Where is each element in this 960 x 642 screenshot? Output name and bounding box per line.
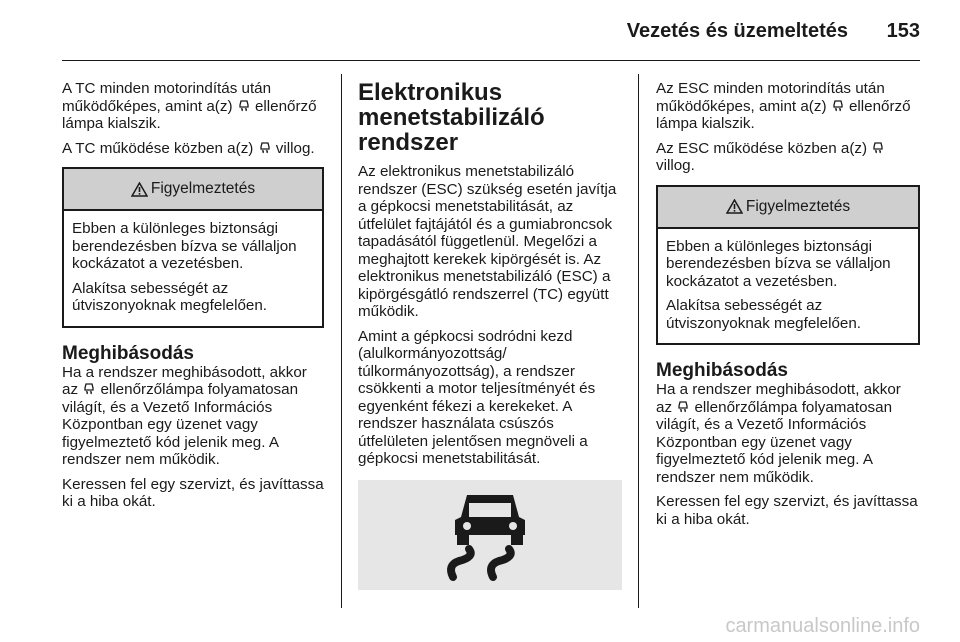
column-2 — [358, 80, 622, 590]
header-rule — [62, 60, 920, 61]
skidding-car-icon — [239, 100, 249, 113]
esc-ready-paragraph: Az ESC minden motorindítás után működőképes, amint a(z) ellenőrző lámpa kialszik. — [656, 80, 911, 132]
warning-text-2: Alakítsa sebességét az útviszonyoknak megfelelően. — [666, 297, 862, 332]
skidding-car-icon — [833, 100, 843, 113]
warning-box — [62, 167, 324, 328]
column-1 — [62, 80, 324, 518]
page-header-title: Vezetés és üzemeltetés — [626, 20, 848, 42]
warning-box — [656, 185, 920, 346]
esc-intro-paragraph: Az elektronikus menetstabilizáló rendszer (ESC) szükség esetén javítja a gépkocsi menetstabilitását, az útfelület fajtájától és a gumiabroncsok tapadásától függetlenül. Megelőzi a meghajtott kerekek kipörgését is. Az elektronikus menetstabilizáló (ESC) a kipörgésgátló rendszerrel (TC) együtt működik. — [358, 163, 617, 320]
tc-ready-paragraph: A TC minden motorindítás után működőképes, amint a(z) ellenőrző lámpa kialszik. — [62, 80, 317, 132]
warning-text-1: Ebben a különleges biztonsági berendezésben bízva se vállaljon kockázatot a vezetésben. — [666, 237, 891, 290]
warning-body — [658, 229, 918, 344]
warning-title: Figyelmeztetés — [745, 197, 851, 215]
warning-triangle-icon — [131, 182, 148, 197]
service-paragraph: Keressen fel egy szervizt, és javíttassa ki a hiba okát. — [62, 475, 324, 510]
page-number: 153 — [886, 20, 920, 42]
service-paragraph: Keressen fel egy szervizt, és javíttassa ki a hiba okát. — [656, 493, 918, 528]
fault-heading: Meghibásodás — [62, 342, 194, 364]
column-divider-1 — [341, 74, 342, 608]
warning-body — [64, 211, 322, 326]
esc-figure — [358, 480, 622, 590]
watermark: carmanualsonline.info — [725, 615, 920, 637]
tc-flash-paragraph: A TC működése közben a(z) villog. — [62, 139, 315, 157]
warning-triangle-icon — [726, 199, 743, 214]
skidding-car-icon — [445, 487, 535, 583]
warning-text-1: Ebben a különleges biztonsági berendezésben bízva se vállaljon kockázatot a vezetésben. — [72, 220, 297, 272]
column-divider-2 — [638, 74, 639, 608]
fault-paragraph: Ha a rendszer meghibásodott, akkor az ellenőrzőlámpa folyamatosan világít, és a Vezető Információs Központban egy üzenet vagy figyelmeztető kód jelenik meg. A rendszer nem működik. — [656, 381, 901, 486]
warning-header — [658, 187, 918, 229]
fault-paragraph: Ha a rendszer meghibásodott, akkor az ellenőrzőlámpa folyamatosan világít, és a Vezető Információs Központban egy üzenet vagy figyelmeztető kód jelenik meg. A rendszer nem működik. — [62, 363, 307, 468]
column-3 — [656, 80, 920, 535]
warning-title: Figyelmeztetés — [150, 180, 256, 198]
esc-flash-paragraph: Az ESC működése közben a(z) villog. — [656, 140, 920, 175]
fault-heading: Meghibásodás — [656, 360, 788, 381]
skidding-car-icon — [678, 401, 688, 414]
warning-header — [64, 169, 322, 211]
warning-text-2: Alakítsa sebességét az útviszonyoknak megfelelően. — [72, 279, 268, 314]
skidding-car-icon — [84, 383, 94, 396]
esc-function-paragraph: Amint a gépkocsi sodródni kezd (alulkormányozottság/ túlkormányozottság), a rendszer csökkenti a motor teljesítményét és egyenként fékezi a kerekeket. A rendszer használata csúszós útfelületen jelentősen megnöveli a gépkocsi menetstabilitását. — [358, 327, 596, 467]
skidding-car-icon — [260, 142, 270, 155]
section-heading: Elektronikus menetstabilizáló rendszer — [358, 79, 545, 156]
skidding-car-icon — [873, 142, 883, 155]
